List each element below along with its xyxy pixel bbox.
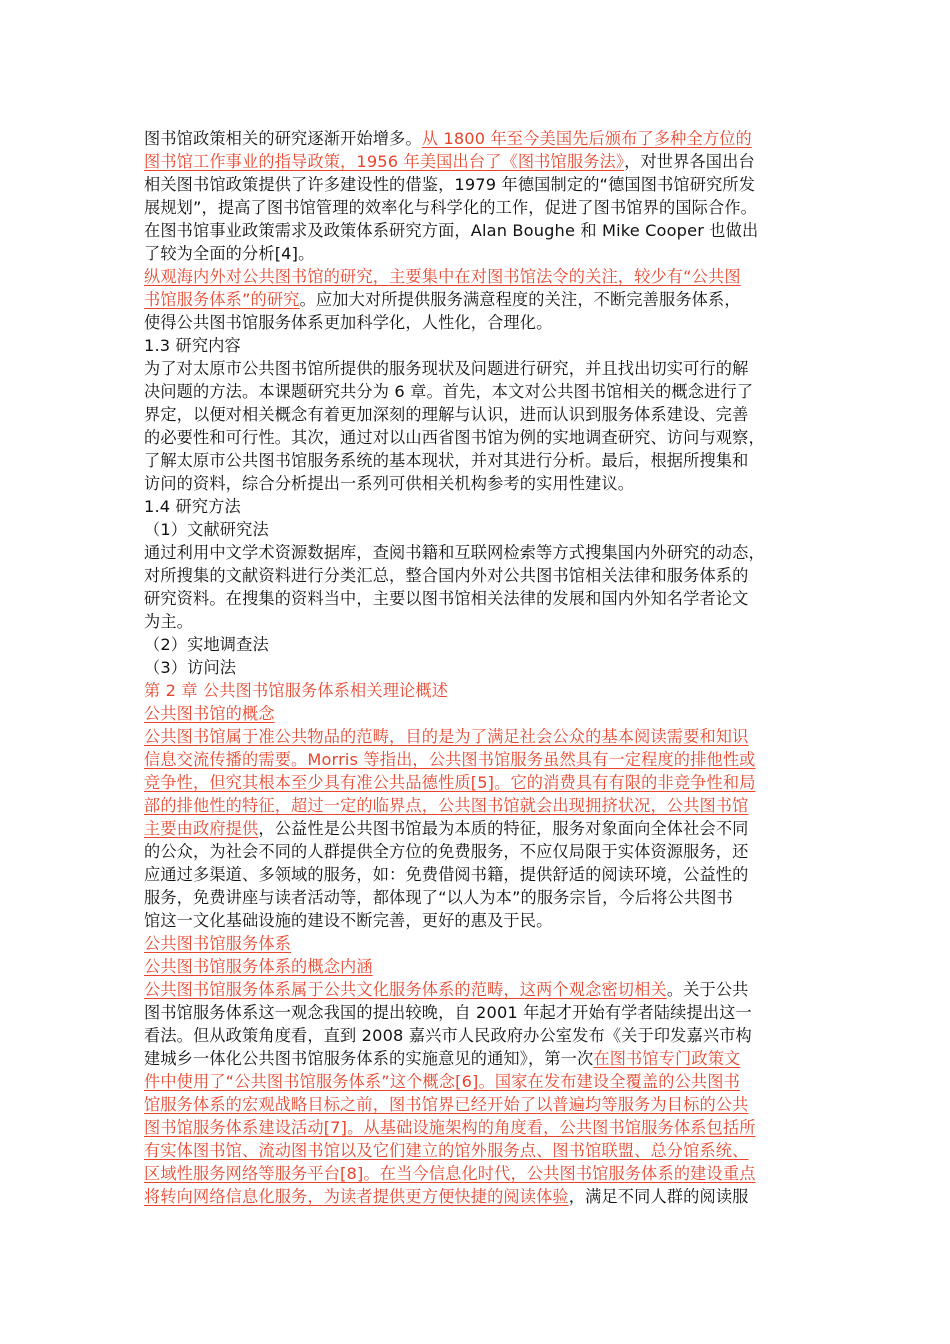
text-line (144, 380, 814, 403)
text-segment: 的必要性和可行性。其次，通过对以山西省图书馆为例的实地调查研究、访问与观察， (144, 428, 765, 447)
text-segment: 馆这一文化基础设施的建设不断完善，更好的惠及于民。 (144, 911, 553, 930)
highlighted-text: 件中使用了“公共图书馆服务体系”这个概念[6]。国家在发布建设全覆盖的公共图书 (144, 1072, 740, 1091)
highlighted-text: 图书馆服务体系建设活动[7]。从基础设施架构的角度看，公共图书馆服务体系包括所 (144, 1118, 756, 1137)
highlighted-text: 从 1800 年至今美国先后颁布了多种全方位的 (421, 129, 752, 148)
text-line (144, 1001, 814, 1024)
document-body (144, 127, 814, 1208)
text-segment: 决问题的方法。本课题研究共分为 6 章。首先，本文对公共图书馆相关的概念进行了 (144, 382, 754, 401)
highlighted-text: 主要由政府提供 (144, 819, 259, 838)
text-segment: 相关图书馆政策提供了许多建设性的借鉴，1979 年德国制定的“德国图书馆研究所发 (144, 175, 756, 194)
text-line (144, 265, 814, 288)
text-line (144, 449, 814, 472)
text-line (144, 518, 814, 541)
text-line (144, 725, 814, 748)
highlighted-text: 纵观海内外对公共图书馆的研究，主要集中在对图书馆法令的关注，较少有“公共图 (144, 267, 741, 286)
text-line (144, 541, 814, 564)
text-line (144, 840, 814, 863)
text-line (144, 633, 814, 656)
highlighted-text: 区域性服务网络等服务平台[8]。在当今信息化时代，公共图书馆服务体系的建设重点 (144, 1164, 756, 1183)
text-line (144, 334, 814, 357)
highlighted-text: 公共图书馆服务体系属于公共文化服务体系的范畴，这两个观念密切相关 (144, 980, 667, 999)
text-line (144, 311, 814, 334)
text-segment: 界定，以便对相关概念有着更加深刻的理解与认识，进而认识到服务体系建设、完善 (144, 405, 749, 424)
text-line (144, 1070, 814, 1093)
text-segment: 图书馆服务体系这一观念我国的提出较晚，自 2001 年起才开始有学者陆续提出这一 (144, 1003, 752, 1022)
text-line (144, 909, 814, 932)
text-segment: ，公益性是公共图书馆最为本质的特征，服务对象面向全体社会不同 (258, 819, 749, 838)
highlighted-text: 公共图书馆属于准公共物品的范畴，目的是为了满足社会公众的基本阅读需要和知识 (144, 727, 749, 746)
text-segment: 服务，免费讲座与读者活动等，都体现了“以人为本”的服务宗旨，今后将公共图书 (144, 888, 733, 907)
text-segment: 应通过多渠道、多领域的服务，如：免费借阅书籍，提供舒适的阅读环境，公益性的 (144, 865, 749, 884)
text-line (144, 1162, 814, 1185)
text-line (144, 771, 814, 794)
text-segment: 访问的资料，综合分析提出一系列可供相关机构参考的实用性建议。 (144, 474, 635, 493)
text-line (144, 288, 814, 311)
text-line (144, 886, 814, 909)
text-line (144, 955, 814, 978)
highlighted-text: 在图书馆专门政策文 (593, 1049, 741, 1068)
text-line (144, 219, 814, 242)
text-segment: 。关于公共 (666, 980, 749, 999)
text-segment: ，对世界各国出台 (624, 152, 755, 171)
text-segment: 了较为全面的分析[4]。 (144, 244, 315, 263)
text-segment: 在图书馆事业政策需求及政策体系研究方面，Alan Boughe 和 Mike Cooper 也做出 (144, 221, 759, 240)
text-line (144, 587, 814, 610)
highlighted-text: 公共图书馆的概念 (144, 704, 275, 723)
text-line (144, 1047, 814, 1070)
text-line (144, 1093, 814, 1116)
text-line (144, 978, 814, 1001)
text-segment: （1）文献研究法 (144, 520, 269, 539)
text-segment: 建城乡一体化公共图书馆服务体系的实施意见的通知》，第一次 (144, 1049, 594, 1068)
text-line (144, 426, 814, 449)
text-line (144, 472, 814, 495)
text-segment: （2）实地调查法 (144, 635, 269, 654)
text-segment: 1.3 研究内容 (144, 336, 241, 355)
highlighted-text: 公共图书馆服务体系的概念内涵 (144, 957, 373, 976)
text-line (144, 127, 814, 150)
highlighted-text: 竞争性，但究其根本至少具有准公共品德性质[5]。它的消费具有有限的非竞争性和局 (144, 773, 756, 792)
text-line (144, 656, 814, 679)
text-segment: （3）访问法 (144, 658, 237, 677)
text-line (144, 610, 814, 633)
text-line (144, 1024, 814, 1047)
text-segment: 看法。但从政策角度看，直到 2008 嘉兴市人民政府办公室发布《关于印发嘉兴市构 (144, 1026, 752, 1045)
text-line (144, 817, 814, 840)
highlighted-text: 书馆服务体系”的研究 (144, 290, 300, 309)
text-line (144, 1185, 814, 1208)
text-segment: 使得公共图书馆服务体系更加科学化，人性化，合理化。 (144, 313, 553, 332)
chapter-heading: 第 2 章 公共图书馆服务体系相关理论概述 (144, 681, 449, 700)
text-line (144, 150, 814, 173)
text-line (144, 702, 814, 725)
text-segment: 通过利用中文学术资源数据库，查阅书籍和互联网检索等方式搜集国内外研究的动态， (144, 543, 765, 562)
text-line (144, 1116, 814, 1139)
text-line (144, 863, 814, 886)
text-line (144, 242, 814, 265)
text-segment: 研究资料。在搜集的资料当中，主要以图书馆相关法律的发展和国内外知名学者论文 (144, 589, 749, 608)
text-line (144, 196, 814, 219)
highlighted-text: 部的排他性的特征，超过一定的临界点，公共图书馆就会出现拥挤状况，公共图书馆 (144, 796, 749, 815)
text-line (144, 403, 814, 426)
text-line (144, 679, 814, 702)
text-segment: 的公众，为社会不同的人群提供全方位的免费服务，不应仅局限于实体资源服务，还 (144, 842, 749, 861)
text-segment: 为主。 (144, 612, 194, 631)
text-segment: 为了对太原市公共图书馆所提供的服务现状及问题进行研究，并且找出切实可行的解 (144, 359, 749, 378)
text-line (144, 1139, 814, 1162)
text-segment: 了解太原市公共图书馆服务系统的基本现状，并对其进行分析。最后，根据所搜集和 (144, 451, 749, 470)
text-segment: 展规划”，提高了图书馆管理的效率化与科学化的工作，促进了图书馆界的国际合作。 (144, 198, 758, 217)
highlighted-text: 馆服务体系的宏观战略目标之前，图书馆界已经开始了以普遍均等服务为目标的公共 (144, 1095, 749, 1114)
text-line (144, 794, 814, 817)
highlighted-text: 信息交流传播的需要。Morris 等指出，公共图书馆服务虽然具有一定程度的排他性或 (144, 750, 756, 769)
highlighted-text: 图书馆工作事业的指导政策，1956 年美国出台了《图书馆服务法》 (144, 152, 625, 171)
text-segment: 。应加大对所提供服务满意程度的关注，不断完善服务体系， (299, 290, 741, 309)
text-line (144, 748, 814, 771)
text-line (144, 564, 814, 587)
text-segment: 图书馆政策相关的研究逐渐开始增多。 (144, 129, 422, 148)
highlighted-text: 将转向网络信息化服务，为读者提供更方便快捷的阅读体验 (144, 1187, 569, 1206)
text-segment: 1.4 研究方法 (144, 497, 241, 516)
text-line (144, 357, 814, 380)
highlighted-text: 有实体图书馆、流动图书馆以及它们建立的馆外服务点、图书馆联盟、总分馆系统、 (144, 1141, 749, 1160)
text-segment: 对所搜集的文献资料进行分类汇总，整合国内外对公共图书馆相关法律和服务体系的 (144, 566, 749, 585)
text-line (144, 173, 814, 196)
highlighted-text: 公共图书馆服务体系 (144, 934, 292, 953)
text-segment: ，满足不同人群的阅读服 (568, 1187, 749, 1206)
text-line (144, 495, 814, 518)
text-line (144, 932, 814, 955)
